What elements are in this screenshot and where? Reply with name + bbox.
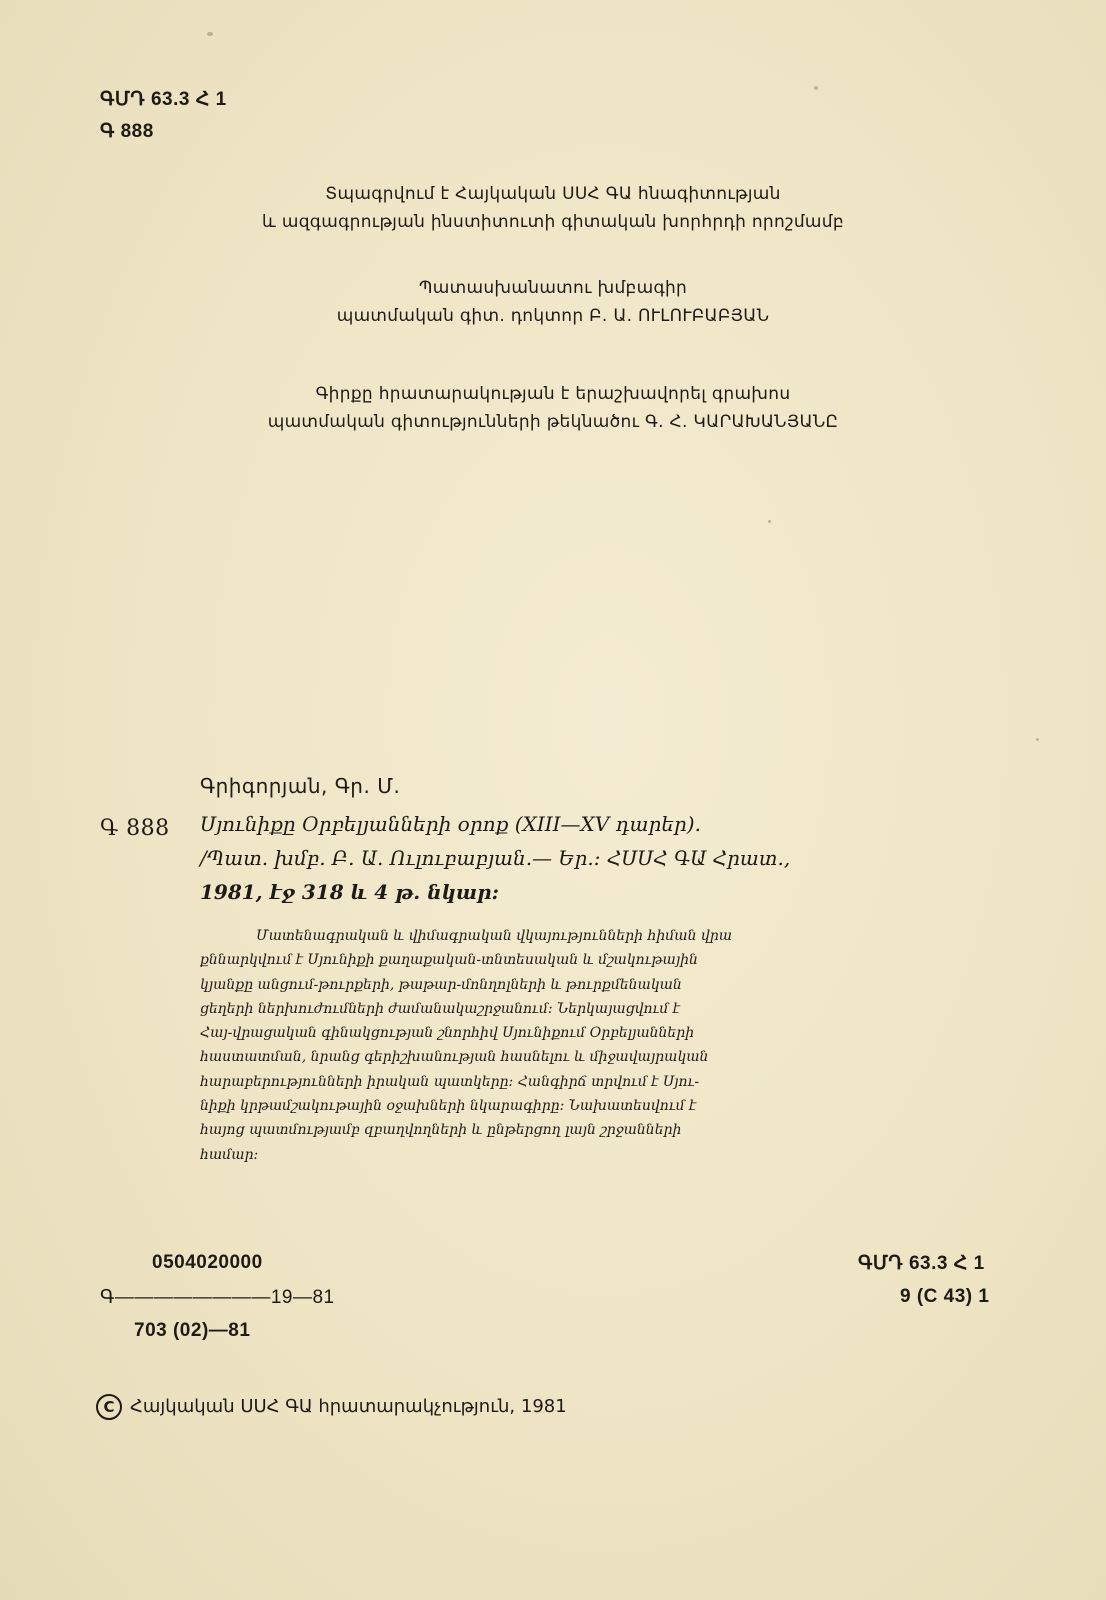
code-left-line: Գ————————19—81 <box>100 1287 335 1308</box>
editor-line: Պատասխանատու խմբագիր <box>418 278 688 298</box>
catalog-title-line: /Պատ. խմբ. Բ. Ա. Ուլուբաբյան.— Եր.: ՀՍՍՀ ԳԱ Հրատ., <box>200 846 791 870</box>
catalog-title-line: 1981, էջ 318 և 4 թ. նկար: <box>200 880 499 904</box>
paper-speck <box>1036 738 1039 741</box>
author-mark: Գ 888 <box>100 121 154 142</box>
catalog-title-line: Սյունիքը Օրբելյանների օրոք (XIII—XV դարեր). <box>200 812 701 836</box>
abstract-line: ցեղերի ներխուժումների ժամանակաշրջանում: Ներկայացվում է <box>200 1000 680 1017</box>
recommendation-block <box>0 380 1106 436</box>
catalog-author: Գրիգորյան, Գր. Մ. <box>200 774 401 798</box>
abstract-line: հարաբերությունների իրական պատկերը: Հանգիրճ տրվում է Սյու- <box>200 1073 700 1090</box>
abstract-line: նիքի կրթամշակութային օջախների նկարագիրը: Նախատեսվում է <box>200 1098 697 1115</box>
abstract-line: կյանքը անցում-թուրքերի, թաթար-մոնղոլների և թուրքմենական <box>200 976 682 993</box>
abstract-line: Մատենագրական և վիմագրական վկայությունների հիման վրա <box>256 928 733 944</box>
code-left-line: 0504020000 <box>152 1252 263 1273</box>
copyright-icon: C <box>96 1394 122 1420</box>
paper-speck <box>768 520 771 523</box>
code-left-line: 703 (02)—81 <box>134 1320 251 1341</box>
copyright-line <box>96 1394 567 1420</box>
recommendation-line: պատմական գիտությունների թեկնածու Գ. Հ. ԿԱՐԱԽԱՆՅԱՆԸ <box>267 412 839 432</box>
abstract-line: հայոց պատմությամբ զբաղվողների և ընթերցող լայն շրջանների <box>200 1122 682 1139</box>
editor-line: պատմական գիտ. դոկտոր Բ. Ա. ՈՒԼՈՒԲԱԲՅԱՆ <box>336 306 770 326</box>
paper-speck <box>814 86 818 90</box>
approval-line: և ազգագրության ինստիտուտի գիտական խորհրդի որոշմամբ <box>262 212 844 232</box>
catalog-abstract <box>200 924 920 1167</box>
copyright-text: Հայկական ՍՍՀ ԳԱ հրատարակչություն, 1981 <box>130 1396 567 1417</box>
code-right-line: ԳՄԴ 63.3 Հ 1 <box>858 1253 985 1274</box>
editor-block <box>0 274 1106 330</box>
abstract-line: համար: <box>200 1146 259 1163</box>
paper-speck <box>207 32 213 36</box>
approval-statement <box>0 180 1106 236</box>
recommendation-line: Գիրքը հրատարակության է երաշխավորել գրախոս <box>315 384 791 404</box>
catalog-mark: Գ 888 <box>100 816 170 841</box>
abstract-line: Հայ-վրացական գինակցության շնորհիվ Սյունիքում Օրբելյանների <box>200 1025 695 1042</box>
abstract-line: քննարկվում է Սյունիքի քաղաքական-տնտեսական և մշակութային <box>200 952 698 969</box>
approval-line: Տպագրվում է Հայկական ՍՍՀ ԳԱ հնագիտության <box>325 184 781 204</box>
code-right-line: 9 (С 43) 1 <box>900 1286 990 1307</box>
abstract-line: հաստատման, նրանց գերիշխանության հասնելու և միջավայրական <box>200 1049 709 1066</box>
classification-code: ԳՄԴ 63.3 Հ 1 <box>100 89 227 110</box>
